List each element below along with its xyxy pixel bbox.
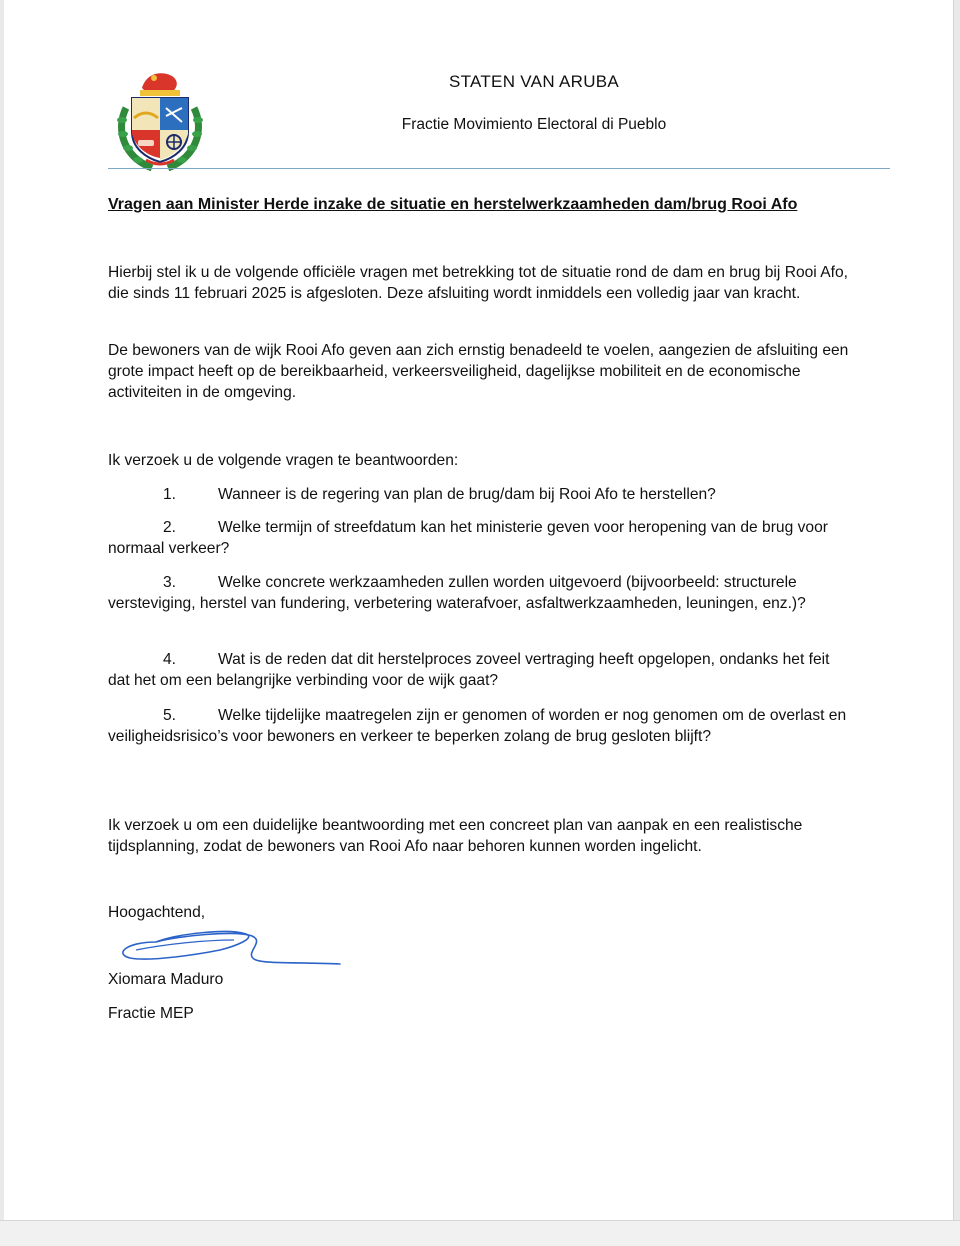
question-text: Welke tijdelijke maatregelen zijn er genomen of worden er nog genomen om de overlast en veiligheidsrisico’s voor bewoners en verkeer te beperken zolang de brug gesloten blijft?	[108, 707, 847, 745]
viewer-bottom-bar	[0, 1220, 960, 1246]
question-text: Welke termijn of streefdatum kan het ministerie geven voor heropening van de brug voor normaal verkeer?	[108, 519, 828, 557]
closing-request: Ik verzoek u om een duidelijke beantwoording met een concreet plan van aanpak en een realistische tijdsplanning, zodat de bewoners van Rooi Afo naar behoren kunnen worden ingelicht.	[108, 817, 803, 855]
letter-page	[4, 0, 954, 1220]
question-text: Wat is de reden dat dit herstelproces zoveel vertraging heeft opgelopen, ondanks het feit dat het om een belangrijke verbinding voor de wijk gaat?	[108, 651, 830, 689]
handwritten-signature	[116, 928, 346, 974]
header-divider	[108, 168, 890, 169]
question-text: Wanneer is de regering van plan de brug/dam bij Rooi Afo te herstellen?	[218, 486, 716, 503]
salutation: Hoogachtend,	[108, 904, 206, 921]
question-number: 3.	[163, 574, 177, 591]
question-item	[108, 572, 853, 614]
intro-paragraph-1: Hierbij stel ik u de volgende officiële vragen met betrekking tot de situatie rond de dam en brug bij Rooi Afo, die sinds 11 februari 2025 is afgesloten. Deze afsluiting wordt inmiddels een volledig jaar van kracht.	[108, 264, 848, 302]
question-text: Welke concrete werkzaamheden zullen worden uitgevoerd (bijvoorbeeld: structurele versteviging, herstel van fundering, verbetering waterafvoer, asfaltwerkzaamheden, leuningen, enz.)?	[108, 574, 806, 612]
aruba-coat-of-arms-icon	[112, 68, 208, 172]
question-item	[108, 705, 853, 747]
faction-subtitle: Fractie Movimiento Electoral di Pueblo	[401, 116, 667, 133]
letter-subject: Vragen aan Minister Herde inzake de situatie en herstelwerkzaamheden dam/brug Rooi Afo	[108, 196, 798, 213]
intro-paragraph-2: De bewoners van de wijk Rooi Afo geven aan zich ernstig benadeeld te voelen, aangezien de afsluiting een grote impact heeft op de bereikbaarheid, verkeersveiligheid, dagelijkse mobiliteit en de economische activiteiten in de omgeving.	[108, 342, 849, 401]
institution-title: STATEN VAN ARUBA	[448, 72, 620, 91]
question-number: 2.	[163, 519, 177, 536]
question-number: 1.	[163, 486, 177, 503]
question-number: 5.	[163, 707, 177, 724]
question-number: 4.	[163, 651, 177, 668]
request-intro: Ik verzoek u de volgende vragen te beantwoorden:	[108, 452, 459, 469]
question-item	[108, 484, 853, 505]
signatory-faction: Fractie MEP	[108, 1005, 194, 1022]
signatory-name: Xiomara Maduro	[108, 971, 224, 988]
question-item	[108, 517, 853, 559]
question-item	[108, 649, 853, 691]
